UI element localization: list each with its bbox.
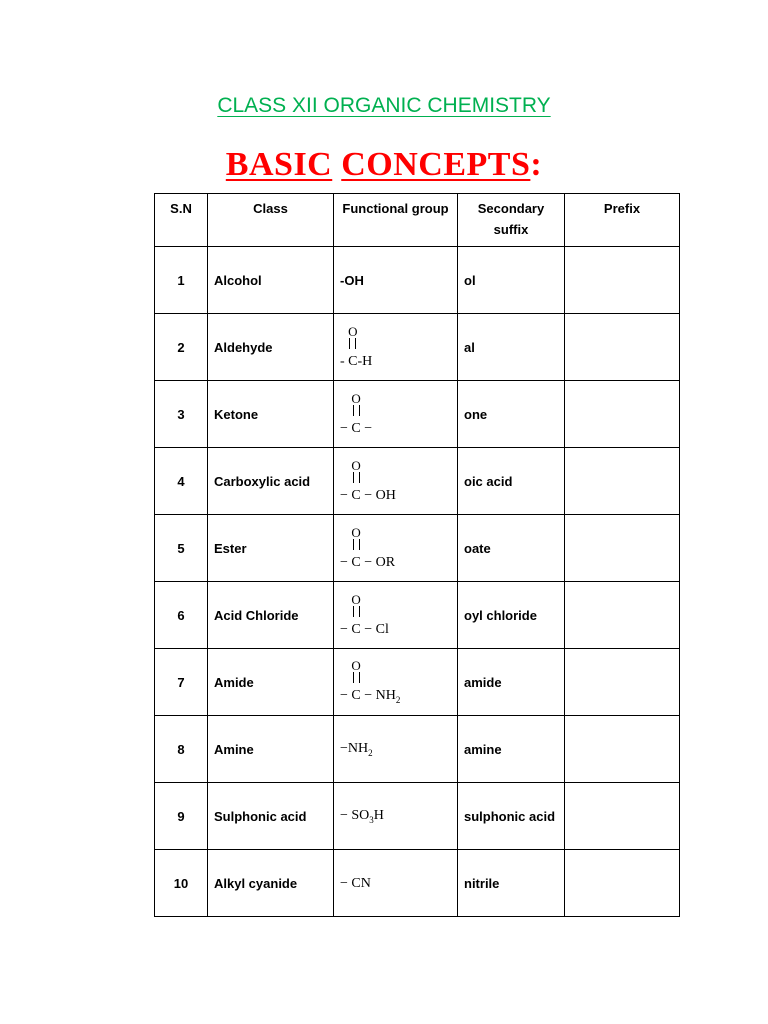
functional-groups-table — [154, 193, 680, 917]
cell-class: Ketone — [208, 381, 334, 448]
cell-class: Amide — [208, 649, 334, 716]
table-row — [155, 649, 680, 716]
header-secondary-suffix: Secondary suffix — [458, 194, 565, 247]
cell-prefix — [565, 515, 680, 582]
table-row — [155, 314, 680, 381]
functional-group-formula: − $C - NH_2$ — [340, 688, 401, 705]
cell-sn: 7 — [155, 649, 208, 716]
cell-sn: 6 — [155, 582, 208, 649]
carbonyl-oxygen: O — [351, 524, 361, 540]
carbonyl-oxygen: O — [348, 323, 358, 339]
cell-secondary-suffix: al — [458, 314, 565, 381]
cell-functional-group — [334, 515, 458, 582]
cell-class: Ester — [208, 515, 334, 582]
cell-class: Alcohol — [208, 247, 334, 314]
functional-group-formula: − CN — [340, 875, 371, 891]
cell-prefix — [565, 582, 680, 649]
cell-secondary-suffix: oate — [458, 515, 565, 582]
cell-sn: 1 — [155, 247, 208, 314]
functional-group-formula: $-NH_2$ — [340, 741, 373, 758]
cell-sn: 10 — [155, 850, 208, 917]
table-header-row — [155, 194, 680, 247]
table-row — [155, 448, 680, 515]
functional-group-formula: − C − Cl — [340, 621, 389, 637]
cell-secondary-suffix: nitrile — [458, 850, 565, 917]
functional-group-formula: − C − OR — [340, 554, 396, 570]
cell-functional-group — [334, 582, 458, 649]
heading-colon: : — [530, 146, 543, 183]
cell-class: Amine — [208, 716, 334, 783]
header-sn: S.N — [155, 194, 208, 247]
cell-sn: 8 — [155, 716, 208, 783]
section-heading — [0, 146, 768, 184]
cell-prefix — [565, 314, 680, 381]
table-row — [155, 247, 680, 314]
cell-functional-group — [334, 783, 458, 850]
cell-prefix — [565, 716, 680, 783]
cell-functional-group — [334, 247, 458, 314]
double-bond — [353, 539, 360, 550]
cell-secondary-suffix: amine — [458, 716, 565, 783]
double-bond — [349, 338, 356, 349]
functional-group-formula: - C-H — [340, 353, 373, 369]
cell-class: Carboxylic acid — [208, 448, 334, 515]
cell-prefix — [565, 448, 680, 515]
cell-sn: 9 — [155, 783, 208, 850]
carbonyl-oxygen: O — [351, 591, 361, 607]
cell-sn: 4 — [155, 448, 208, 515]
cell-sn: 3 — [155, 381, 208, 448]
cell-secondary-suffix: oyl chloride — [458, 582, 565, 649]
table-row — [155, 716, 680, 783]
cell-sn: 5 — [155, 515, 208, 582]
cell-secondary-suffix: ol — [458, 247, 565, 314]
cell-class: Sulphonic acid — [208, 783, 334, 850]
table-body — [155, 247, 680, 917]
double-bond — [353, 672, 360, 683]
functional-group-formula: − $SO_3H$ — [340, 808, 384, 825]
table-row — [155, 850, 680, 917]
table-row — [155, 783, 680, 850]
cell-prefix — [565, 783, 680, 850]
document-title: CLASS XII ORGANIC CHEMISTRY — [217, 94, 551, 117]
cell-secondary-suffix: sulphonic acid — [458, 783, 565, 850]
table-row — [155, 515, 680, 582]
cell-functional-group — [334, 448, 458, 515]
double-bond — [353, 606, 360, 617]
cell-prefix — [565, 247, 680, 314]
cell-sn: 2 — [155, 314, 208, 381]
table-row — [155, 582, 680, 649]
cell-functional-group — [334, 649, 458, 716]
heading-word-basic: BASIC — [225, 146, 333, 183]
cell-prefix — [565, 381, 680, 448]
cell-secondary-suffix: one — [458, 381, 565, 448]
carbonyl-oxygen: O — [351, 457, 361, 473]
functional-group-formula: -OH — [340, 272, 364, 288]
cell-secondary-suffix: amide — [458, 649, 565, 716]
double-bond — [353, 405, 360, 416]
double-bond — [353, 472, 360, 483]
cell-functional-group — [334, 314, 458, 381]
carbonyl-oxygen: O — [351, 658, 361, 674]
cell-functional-group — [334, 381, 458, 448]
header-prefix: Prefix — [565, 194, 680, 247]
cell-class: Acid Chloride — [208, 582, 334, 649]
table-row — [155, 381, 680, 448]
functional-group-formula: − C − — [340, 420, 373, 436]
functional-group-formula: − C − OH — [340, 487, 396, 503]
cell-class: Alkyl cyanide — [208, 850, 334, 917]
cell-functional-group — [334, 716, 458, 783]
cell-prefix — [565, 850, 680, 917]
heading-word-concepts: CONCEPTS — [341, 146, 531, 183]
cell-functional-group — [334, 850, 458, 917]
header-functional-group: Functional group — [334, 194, 458, 247]
cell-class: Aldehyde — [208, 314, 334, 381]
header-class: Class — [208, 194, 334, 247]
cell-prefix — [565, 649, 680, 716]
cell-secondary-suffix: oic acid — [458, 448, 565, 515]
carbonyl-oxygen: O — [351, 390, 361, 406]
